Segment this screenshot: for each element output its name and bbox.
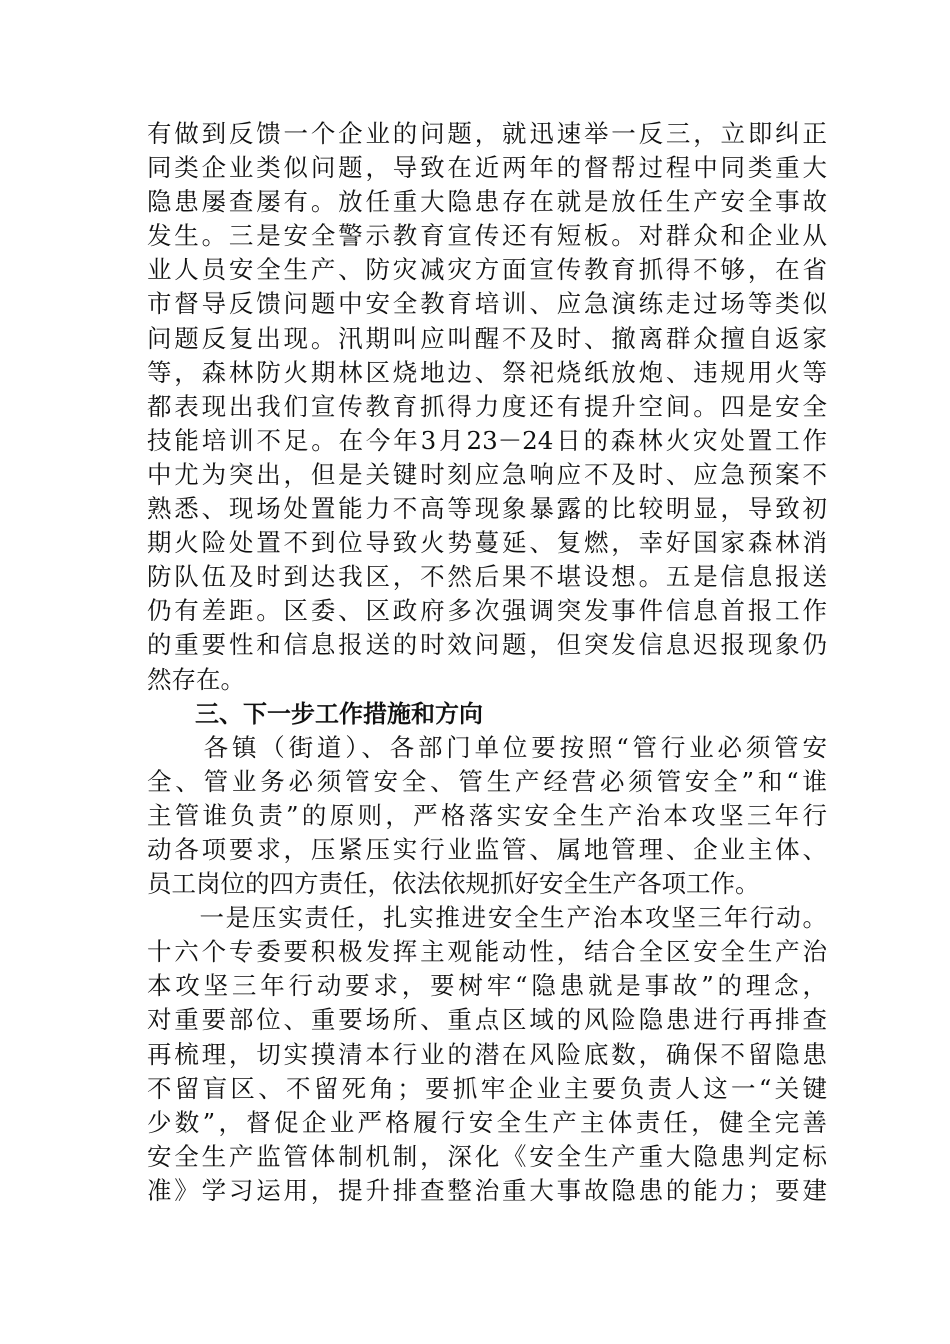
text-line: 中尤为突出，但是关键时刻应急响应不及时、应急预案不 <box>147 459 827 489</box>
paragraph-overview <box>147 731 827 901</box>
text-line: 业人员安全生产、防灾减灾方面宣传教育抓得不够，在省 <box>147 255 827 285</box>
text-line: 都表现出我们宣传教育抓得力度还有提升空间。四是安全 <box>147 391 827 421</box>
text-line: 的重要性和信息报送的时效问题，但突发信息迟报现象仍 <box>147 630 827 660</box>
text-line: 再梳理，切实摸清本行业的潜在风险底数，确保不留隐患 <box>147 1039 827 1069</box>
text-line: 十六个专委要积极发挥主观能动性，结合全区安全生产治 <box>147 937 827 967</box>
text-line: 防队伍及时到达我区，不然后果不堪设想。五是信息报送 <box>147 562 827 592</box>
section-heading: 三、下一步工作措施和方向 <box>147 699 483 728</box>
paragraph-problems <box>147 117 827 697</box>
text-line: 发生。三是安全警示教育宣传还有短板。对群众和企业从 <box>147 221 827 251</box>
text-line: 同类企业类似问题，导致在近两年的督帮过程中同类重大 <box>147 153 827 183</box>
text-line: 有做到反馈一个企业的问题，就迅速举一反三，立即纠正 <box>147 119 827 148</box>
document-body <box>147 117 827 1208</box>
paragraph-responsibility <box>147 901 827 1208</box>
text-line: 全、管业务必须管安全、管生产经营必须管安全”和“谁 <box>147 766 827 796</box>
text-line: 然存在。 <box>147 664 245 694</box>
text-line: 隐患屡查屡有。放任重大隐患存在就是放任生产安全事故 <box>147 187 827 217</box>
text-line: 动各项要求，压紧压实行业监管、属地管理、企业主体、 <box>147 834 827 864</box>
text-line: 准》学习运用，提升排查整治重大事故隐患的能力；要建 <box>147 1175 827 1205</box>
text-line: 各镇（街道）、各部门单位要按照“管行业必须管安 <box>147 732 827 762</box>
text-line: 少数”，督促企业严格履行安全生产主体责任，健全完善 <box>147 1107 827 1137</box>
text-line: 仍有差距。区委、区政府多次强调突发事件信息首报工作 <box>147 596 827 626</box>
text-line: 对重要部位、重要场所、重点区域的风险隐患进行再排查 <box>147 1005 827 1035</box>
text-line: 安全生产监管体制机制，深化《安全生产重大隐患判定标 <box>147 1141 827 1171</box>
text-line: 员工岗位的四方责任，依法依规抓好安全生产各项工作。 <box>147 869 760 899</box>
text-line: 技能培训不足。在今年3月23－24日的森林火灾处置工作 <box>147 425 827 455</box>
text-line: 主管谁负责”的原则，严格落实安全生产治本攻坚三年行 <box>147 800 827 830</box>
text-line: 期火险处置不到位导致火势蔓延、复燃，幸好国家森林消 <box>147 528 827 558</box>
text-line: 等，森林防火期林区烧地边、祭祀烧纸放炮、违规用火等 <box>147 357 827 387</box>
text-line: 一是压实责任，扎实推进安全生产治本攻坚三年行动。 <box>147 903 827 933</box>
text-line: 不留盲区、不留死角；要抓牢企业主要负责人这一“关键 <box>147 1073 827 1103</box>
text-line: 熟悉、现场处置能力不高等现象暴露的比较明显，导致初 <box>147 494 827 524</box>
text-line: 问题反复出现。汛期叫应叫醒不及时、撤离群众擅自返家 <box>147 323 827 353</box>
text-line: 市督导反馈问题中安全教育培训、应急演练走过场等类似 <box>147 289 827 319</box>
text-line: 本攻坚三年行动要求，要树牢“隐患就是事故”的理念， <box>147 971 827 1001</box>
